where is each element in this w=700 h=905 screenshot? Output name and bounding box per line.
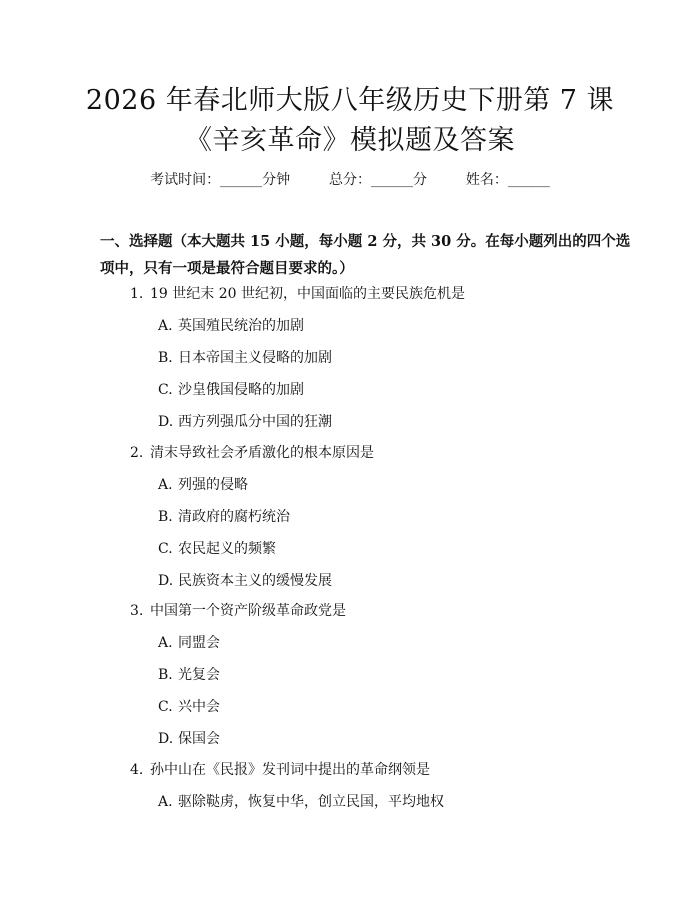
option-letter: B.	[158, 350, 173, 366]
question-number: 4.	[130, 762, 144, 778]
question-text: 孙中山在《民报》发刊词中提出的革命纲领是	[150, 762, 430, 778]
name-blank: ______	[507, 172, 550, 188]
option-text: 同盟会	[178, 635, 220, 651]
exam-meta-row	[0, 170, 700, 190]
section-heading	[100, 228, 631, 282]
question-number: 2.	[130, 445, 144, 461]
question-2	[130, 443, 374, 463]
option-3b	[158, 665, 220, 685]
option-1a	[158, 316, 304, 336]
option-text: 英国殖民统治的加剧	[178, 318, 304, 334]
option-text: 日本帝国主义侵略的加剧	[178, 350, 332, 366]
question-3	[130, 601, 346, 621]
section-heading-line-2: 项中，只有一项是最符合题目要求的。）	[100, 260, 354, 277]
option-2c	[158, 539, 276, 559]
section-heading-line-1: 一、选择题（本大题共 15 小题，每小题 2 分，共 30 分。在每小题列出的四个选	[100, 233, 631, 250]
option-2d	[158, 571, 332, 591]
question-text: 19 世纪末 20 世纪初，中国面临的主要民族危机是	[150, 286, 465, 302]
option-text: 清政府的腐朽统治	[178, 509, 290, 525]
option-4a	[158, 792, 444, 812]
document-title-line-1: 2026 年春北师大版八年级历史下册第 7 课	[85, 85, 615, 116]
option-1c	[158, 380, 304, 400]
option-3d	[158, 729, 220, 749]
option-letter: A.	[158, 794, 173, 810]
option-text: 农民起义的频繁	[178, 541, 276, 557]
option-letter: B.	[158, 509, 173, 525]
option-letter: A.	[158, 477, 173, 493]
score-blank: ______	[371, 172, 413, 188]
option-text: 沙皇俄国侵略的加剧	[178, 382, 304, 398]
option-letter: D.	[158, 731, 174, 747]
option-1d	[158, 412, 332, 432]
time-unit: 分钟	[262, 172, 291, 188]
option-1b	[158, 348, 332, 368]
option-2b	[158, 507, 290, 527]
option-letter: C.	[158, 541, 173, 557]
document-title-line-2: 《辛亥革命》模拟题及答案	[185, 125, 515, 156]
time-label: 考试时间：	[150, 172, 221, 188]
question-4	[130, 760, 430, 780]
option-letter: A.	[158, 318, 173, 334]
option-text: 保国会	[178, 731, 220, 747]
name-label: 姓名：	[465, 172, 508, 188]
option-letter: A.	[158, 635, 173, 651]
option-text: 西方列强瓜分中国的狂潮	[178, 414, 332, 430]
question-1	[130, 284, 465, 304]
option-letter: C.	[158, 382, 173, 398]
question-number: 3.	[130, 603, 144, 619]
option-3c	[158, 697, 220, 717]
option-3a	[158, 633, 220, 653]
option-text: 驱除鞑虏，恢复中华，创立民国，平均地权	[178, 794, 444, 810]
question-number: 1.	[130, 286, 144, 302]
option-letter: D.	[158, 414, 174, 430]
option-letter: B.	[158, 667, 173, 683]
option-text: 兴中会	[178, 699, 220, 715]
option-letter: D.	[158, 573, 174, 589]
question-text: 中国第一个资产阶级革命政党是	[150, 603, 346, 619]
score-label: 总分：	[329, 172, 371, 188]
option-text: 民族资本主义的缓慢发展	[178, 573, 332, 589]
score-unit: 分	[413, 172, 427, 188]
option-text: 光复会	[178, 667, 220, 683]
question-text: 清末导致社会矛盾激化的根本原因是	[150, 445, 374, 461]
option-text: 列强的侵略	[178, 477, 248, 493]
time-blank: ______	[220, 172, 263, 188]
option-2a	[158, 475, 248, 495]
option-letter: C.	[158, 699, 173, 715]
